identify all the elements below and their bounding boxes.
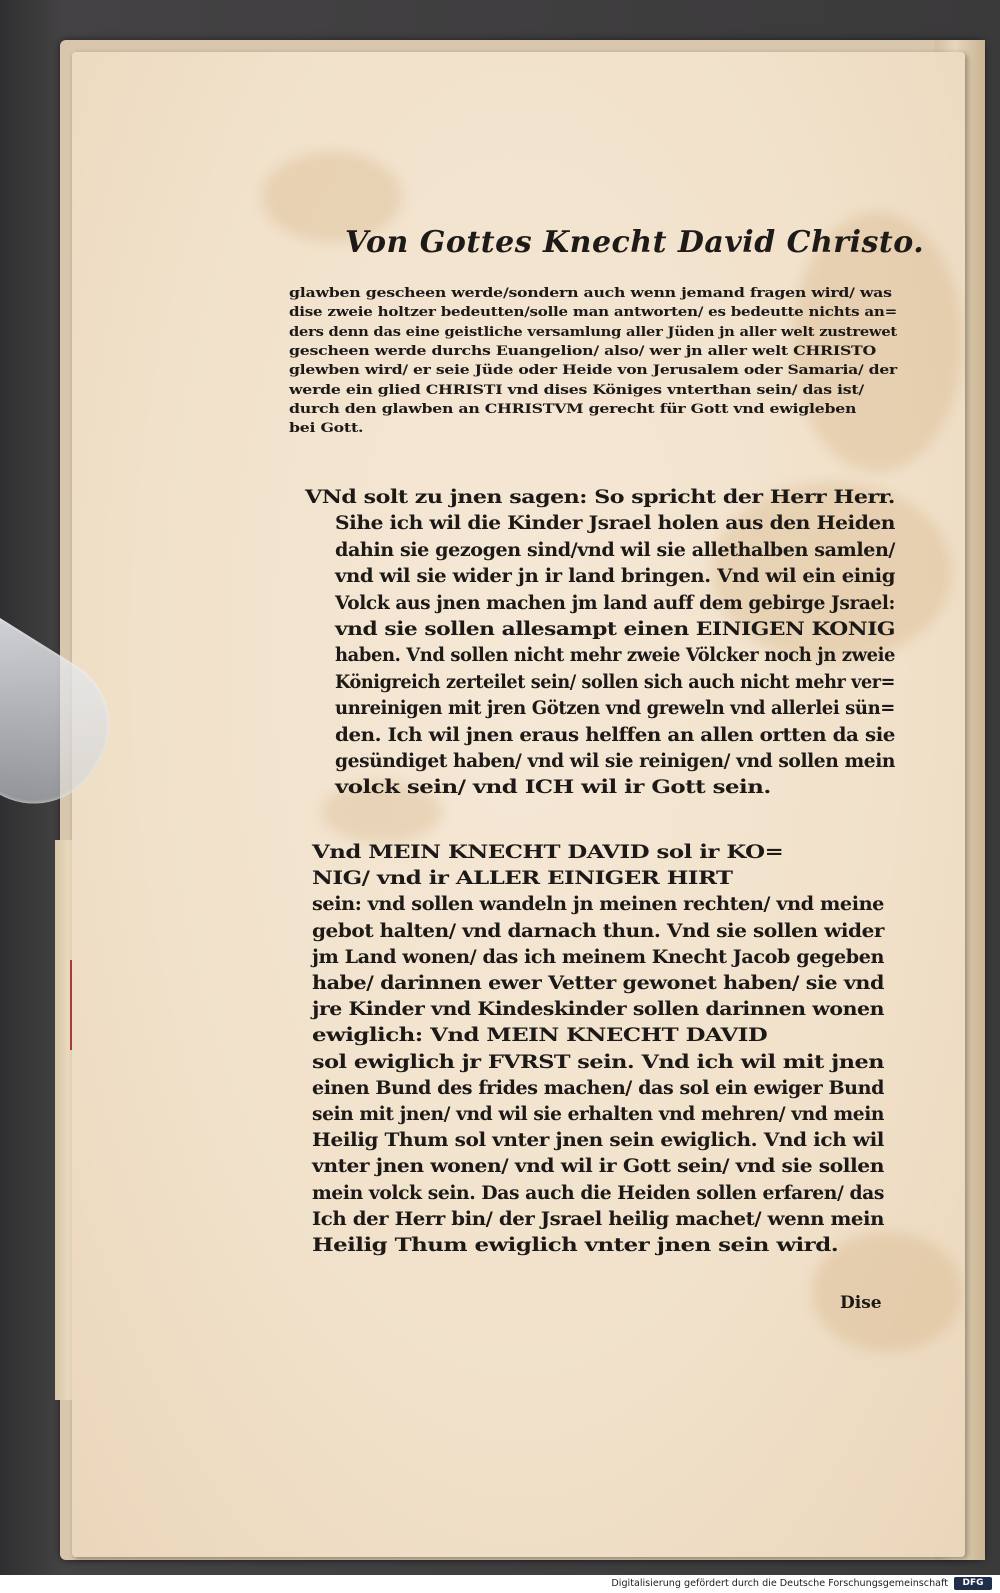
text-line: durch den glawben an CHRISTVM gerecht für Gott vnd ewigleben — [289, 400, 857, 416]
text-line: Volck aus jnen machen jm land auff dem gebirge Jsrael: — [335, 592, 895, 614]
text-line: gebot halten/ vnd darnach thun. Vnd sie sollen wider — [312, 920, 884, 942]
text-line: unreinigen mit jren Götzen vnd greweln vnd allerlei sün= — [335, 698, 895, 720]
text-line: Königreich zerteilet sein/ sollen sich auch nicht mehr ver= — [335, 671, 895, 693]
text-line: bei Gott. — [289, 420, 364, 436]
text-line: dise zweie holtzer bedeutten/solle man antworten/ es bedeutte nichts an= — [289, 304, 897, 320]
text-line: ewiglich: Vnd MEIN KNECHT DAVID — [312, 1025, 768, 1047]
footer-credit: Digitalisierung gefördert durch die Deutsche Forschungsgemeinschaft — [611, 1578, 948, 1589]
text-line: volck sein/ vnd ICH wil ir Gott sein. — [335, 777, 771, 799]
footer-bar — [0, 1575, 1000, 1593]
text-line: NIG/ vnd ir ALLER EINIGER HIRT — [312, 868, 733, 890]
text-line: Sihe ich wil die Kinder Jsrael holen aus den Heiden — [335, 513, 895, 535]
text-line: habe/ darinnen ewer Vetter gewonet haben/ sie vnd — [312, 973, 884, 994]
catchword: Dise — [840, 1293, 882, 1313]
text-line: glawben gescheen werde/sondern auch wenn jemand fragen wird/ was — [289, 285, 892, 300]
text-line: Vnd MEIN KNECHT DAVID sol ir KO= — [312, 842, 784, 863]
page-title: Von Gottes Knecht David Christo. — [345, 225, 925, 260]
text-line: Heilig Thum sol vnter jnen sein ewiglich. Vnd ich wil — [312, 1130, 884, 1152]
dfg-logo: DFG — [954, 1577, 992, 1590]
text-line: dahin sie gezogen sind/vnd wil sie allethalben samlen/ — [335, 539, 895, 561]
text-line: sein mit jnen/ vnd wil sie erhalten vnd mehren/ vnd mein — [312, 1104, 884, 1125]
book-page — [72, 52, 965, 1557]
text-line: sein: vnd sollen wandeln jn meinen rechten/ vnd meine — [312, 894, 885, 916]
text-line: jm Land wonen/ das ich meinem Knecht Jacob gegeben — [312, 946, 884, 968]
text-line: haben. Vnd sollen nicht mehr zweie Völcker noch jn zweie — [335, 645, 895, 667]
text-line: vnd wil sie wider jn ir land bringen. Vnd wil ein einig — [335, 566, 895, 588]
text-line: Heilig Thum ewiglich vnter jnen sein wird. — [312, 1235, 839, 1256]
text-line: einen Bund des frides machen/ das sol ein ewiger Bund — [312, 1077, 884, 1099]
text-line: gesündiget haben/ vnd wil sie reinigen/ vnd sollen mein — [335, 751, 895, 772]
text-line: sol ewiglich jr FVRST sein. Vnd ich wil mit jnen — [312, 1051, 884, 1073]
text-line: vnd sie sollen allesampt einen EINIGEN KONIG — [335, 619, 895, 640]
text-line: gescheen werde durchs Euangelion/ also/ wer jn aller welt CHRISTO — [289, 342, 876, 358]
text-line: vnter jnen wonen/ vnd wil ir Gott sein/ vnd sie sollen — [312, 1156, 884, 1178]
binding-strip — [55, 840, 73, 1400]
text-line: glewben wird/ er seie Jüde oder Heide von Jerusalem oder Samaria/ der — [289, 362, 897, 378]
text-line: Ich der Herr bin/ der Jsrael heilig machet/ wenn mein — [312, 1208, 884, 1230]
text-line: jre Kinder vnd Kindeskinder sollen darinnen wonen — [312, 999, 884, 1021]
text-line: mein volck sein. Das auch die Heiden sollen erfaren/ das — [312, 1182, 884, 1204]
text-line: VNd solt zu jnen sagen: So spricht der Herr Herr. — [305, 487, 895, 508]
text-line: den. Ich wil jnen eraus helffen an allen ortten da sie — [335, 724, 895, 746]
text-line: ders denn das eine geistliche versamlung aller Jüden jn aller welt zustrewet — [289, 323, 897, 339]
text-line: werde ein glied CHRISTI vnd dises Königes vnterthan sein/ das ist/ — [289, 381, 864, 397]
